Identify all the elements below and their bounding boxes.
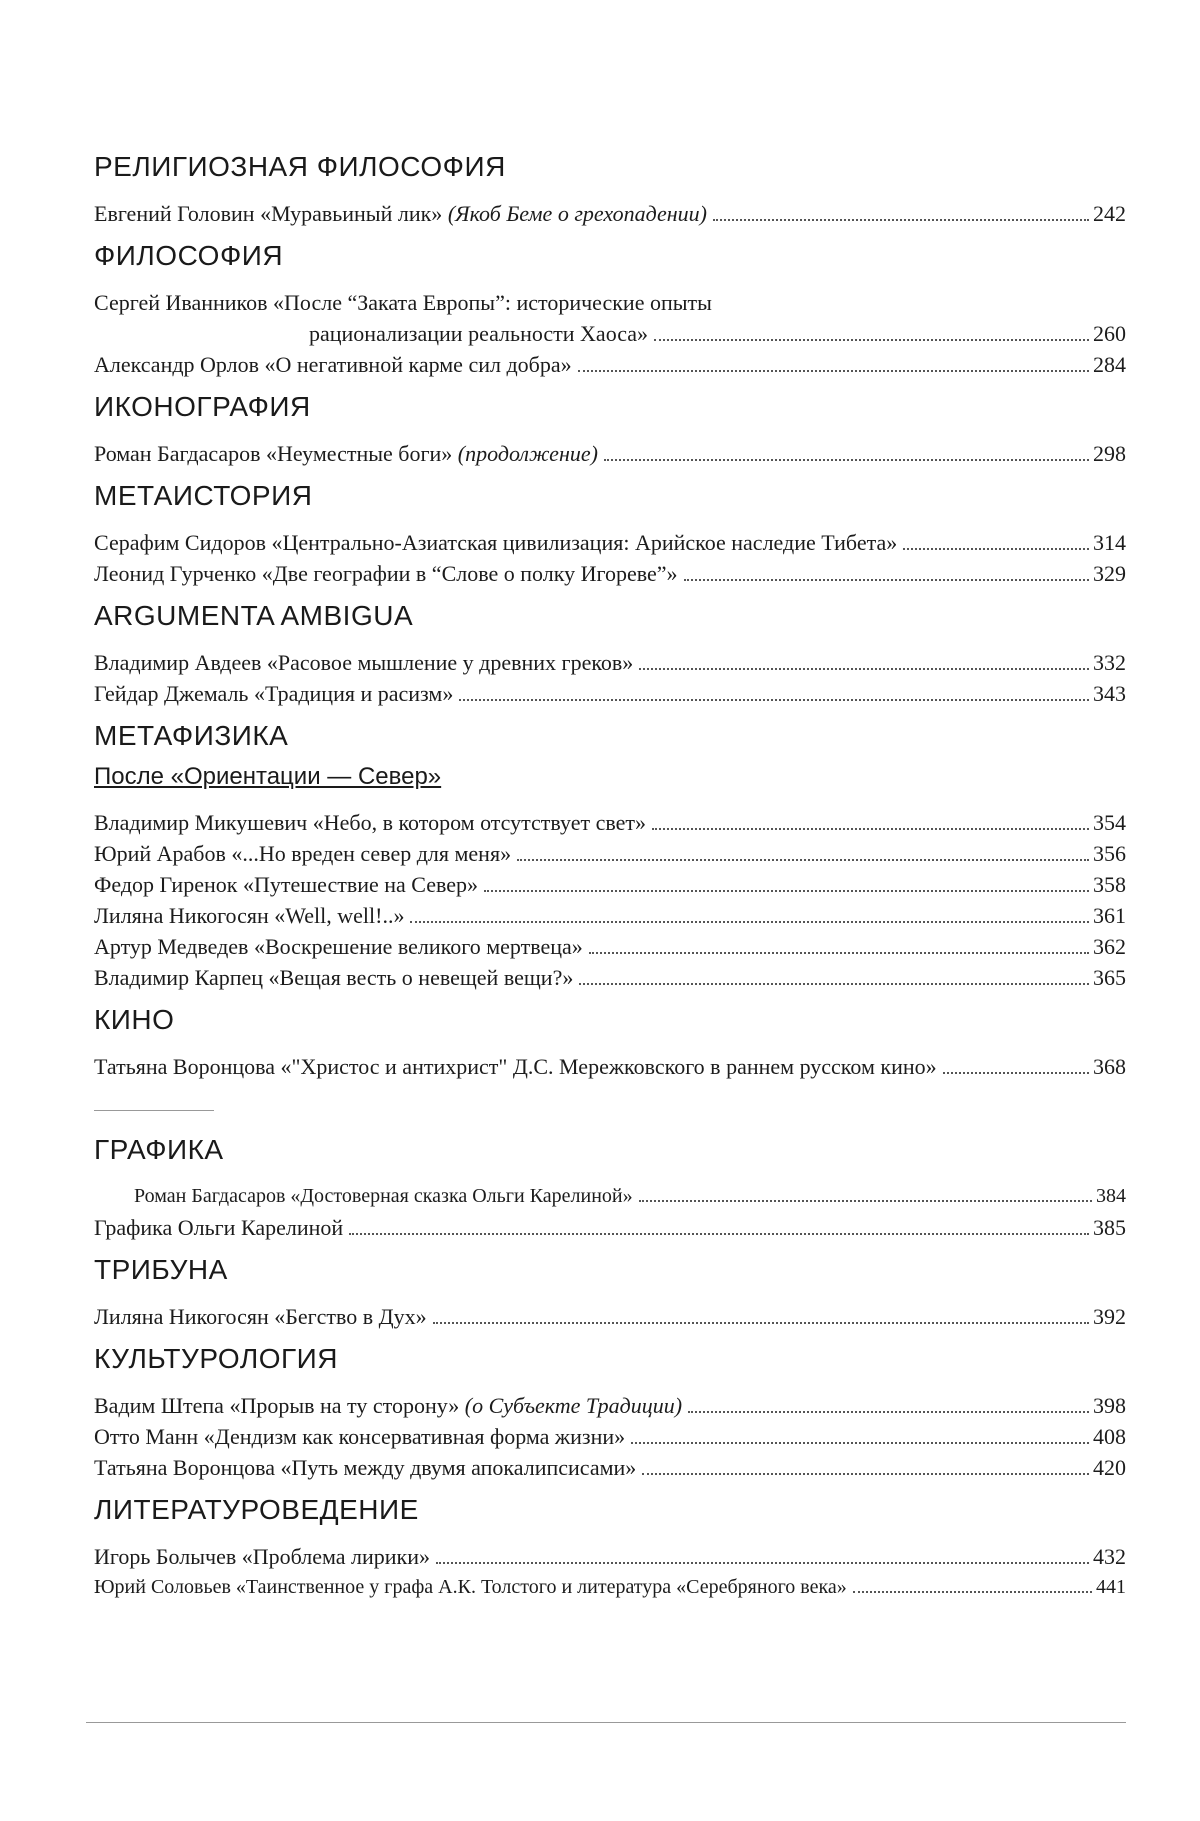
toc-entry[interactable] bbox=[94, 1051, 1126, 1082]
entry-list bbox=[94, 1301, 1126, 1332]
page-number: 356 bbox=[1093, 841, 1126, 866]
page-number: 284 bbox=[1093, 352, 1126, 377]
entry-author: Татьяна Воронцова bbox=[94, 1455, 275, 1480]
entry-list bbox=[94, 198, 1126, 229]
toc-entry[interactable] bbox=[94, 1572, 1126, 1603]
entry-author: Татьяна Воронцова bbox=[94, 1054, 275, 1079]
toc-section bbox=[94, 1493, 1126, 1603]
page-number: 332 bbox=[1093, 650, 1126, 675]
toc-section bbox=[94, 239, 1126, 380]
entry-work-title: «После “Заката Европы”: исторические опыты bbox=[267, 290, 712, 315]
page-number: 314 bbox=[1093, 530, 1126, 555]
dot-leader bbox=[654, 338, 1089, 341]
entry-author: Лиляна Никогосян bbox=[94, 1304, 269, 1329]
page-number: 432 bbox=[1093, 1544, 1126, 1569]
toc-entry[interactable] bbox=[94, 349, 1126, 380]
dot-leader bbox=[517, 858, 1089, 861]
entry-title bbox=[94, 647, 633, 678]
page-number: 298 bbox=[1093, 441, 1126, 466]
entry-list bbox=[94, 527, 1126, 589]
dot-leader bbox=[688, 1410, 1089, 1413]
entry-list bbox=[94, 807, 1126, 993]
toc-entry[interactable] bbox=[94, 900, 1126, 931]
entry-work-title: «Проблема лирики» bbox=[236, 1544, 431, 1569]
entry-list bbox=[94, 1390, 1126, 1483]
entry-title bbox=[94, 807, 646, 838]
entry-title bbox=[94, 962, 573, 993]
entry-author: Владимир Карпец bbox=[94, 965, 264, 990]
entry-author: Федор Гиренок bbox=[94, 872, 238, 897]
entry-work-title: «...Но вреден север для меня» bbox=[225, 841, 512, 866]
entry-author: Лиляна Никогосян bbox=[94, 903, 269, 928]
toc-entry[interactable] bbox=[94, 527, 1126, 558]
dot-leader bbox=[410, 920, 1089, 923]
toc-entry[interactable] bbox=[94, 962, 1126, 993]
entry-author: Вадим Штепа bbox=[94, 1393, 224, 1418]
section-heading: ФИЛОСОФИЯ bbox=[94, 240, 284, 271]
page-number: 354 bbox=[1093, 810, 1126, 835]
entry-title bbox=[94, 931, 583, 962]
section-heading: КИНО bbox=[94, 1004, 175, 1035]
entry-author: Леонид Гурченко bbox=[94, 561, 257, 586]
entry-title bbox=[94, 349, 572, 380]
page-number: 343 bbox=[1093, 681, 1126, 706]
toc-entry-continuation[interactable] bbox=[94, 318, 1126, 349]
entry-work-title: «Дендизм как консервативная форма жизни» bbox=[198, 1424, 626, 1449]
page-number: 385 bbox=[1093, 1215, 1126, 1240]
page-number: 260 bbox=[1093, 321, 1126, 346]
entry-author: Роман Багдасаров bbox=[94, 441, 261, 466]
toc-section bbox=[94, 1133, 1126, 1243]
dot-leader bbox=[433, 1321, 1089, 1324]
page-number: 408 bbox=[1093, 1424, 1126, 1449]
section-heading: КУЛЬТУРОЛОГИЯ bbox=[94, 1343, 339, 1374]
entry-title-continuation: рационализации реальности Хаоса» bbox=[309, 321, 649, 346]
dot-leader bbox=[684, 578, 1090, 581]
dot-leader bbox=[579, 982, 1089, 985]
section-heading: ЛИТЕРАТУРОВЕДЕНИЕ bbox=[94, 1494, 419, 1525]
page-number: 358 bbox=[1093, 872, 1126, 897]
section-heading: РЕЛИГИОЗНАЯ ФИЛОСОФИЯ bbox=[94, 151, 506, 182]
toc-entry[interactable] bbox=[94, 678, 1126, 709]
entry-author: Евгений Головин bbox=[94, 201, 255, 226]
entry-author: Сергей Иванников bbox=[94, 290, 268, 315]
toc-section bbox=[94, 1003, 1126, 1082]
entry-note: (Якоб Беме о грехопадении) bbox=[442, 201, 707, 226]
entry-title bbox=[94, 1301, 427, 1332]
entry-work-title: «Муравьиный лик» bbox=[254, 201, 443, 226]
toc-section bbox=[94, 1342, 1126, 1483]
entry-work-title: «О негативной карме сил добра» bbox=[259, 352, 572, 377]
entry-author: Александр Орлов bbox=[94, 352, 259, 377]
page-number: 329 bbox=[1093, 561, 1126, 586]
section-heading: ГРАФИКА bbox=[94, 1134, 224, 1165]
toc-entry[interactable] bbox=[94, 287, 1126, 318]
entry-note: (о Субъекте Традиции) bbox=[459, 1393, 683, 1418]
dot-leader bbox=[853, 1590, 1092, 1593]
entry-title bbox=[94, 1452, 636, 1483]
entry-work-title: «Традиция и расизм» bbox=[248, 681, 454, 706]
entry-author: Графика Ольги Карелиной bbox=[94, 1215, 344, 1240]
entry-list bbox=[94, 287, 1126, 380]
entry-work-title: «Таинственное у графа А.К. Толстого и литература «Серебряного века» bbox=[230, 1576, 847, 1598]
dot-leader bbox=[631, 1441, 1089, 1444]
entry-work-title: «Неуместные боги» bbox=[260, 441, 453, 466]
section-heading: ИКОНОГРАФИЯ bbox=[94, 391, 311, 422]
toc-section bbox=[94, 479, 1126, 589]
toc-entry[interactable] bbox=[94, 1421, 1126, 1452]
entry-work-title: «Расовое мышление у древних греков» bbox=[261, 650, 634, 675]
section-divider bbox=[94, 1110, 214, 1111]
toc-entry[interactable] bbox=[94, 931, 1126, 962]
entry-list bbox=[94, 1051, 1126, 1082]
entry-list bbox=[94, 647, 1126, 709]
toc-entry[interactable] bbox=[94, 1452, 1126, 1483]
toc-entry[interactable] bbox=[94, 807, 1126, 838]
toc-entry[interactable] bbox=[94, 1541, 1126, 1572]
entry-work-title: «Достоверная сказка Ольги Карелиной» bbox=[285, 1185, 633, 1207]
dot-leader bbox=[639, 667, 1089, 670]
entry-title bbox=[134, 1181, 633, 1212]
page-number: 384 bbox=[1096, 1185, 1126, 1207]
table-of-contents bbox=[94, 150, 1126, 1613]
entry-title bbox=[94, 838, 511, 869]
page-number: 441 bbox=[1096, 1576, 1126, 1598]
page-number: 398 bbox=[1093, 1393, 1126, 1418]
entry-title bbox=[94, 558, 678, 589]
section-heading: ARGUMENTA AMBIGUA bbox=[94, 600, 414, 631]
entry-work-title: «Центрально-Азиатская цивилизация: Арийское наследие Тибета» bbox=[265, 530, 898, 555]
entry-list bbox=[94, 1181, 1126, 1243]
dot-leader bbox=[349, 1232, 1089, 1235]
entry-work-title: «Прорыв на ту сторону» bbox=[223, 1393, 460, 1418]
entry-author: Владимир Авдеев bbox=[94, 650, 262, 675]
entry-author: Отто Манн bbox=[94, 1424, 199, 1449]
section-heading: ТРИБУНА bbox=[94, 1254, 228, 1285]
dot-leader bbox=[484, 889, 1089, 892]
entry-work-title: «Бегство в Дух» bbox=[268, 1304, 427, 1329]
entry-author: Игорь Болычев bbox=[94, 1544, 237, 1569]
entry-title bbox=[94, 900, 404, 931]
entry-work-title: «Путь между двумя апокалипсисами» bbox=[274, 1455, 637, 1480]
toc-section bbox=[94, 1253, 1126, 1332]
entry-author: Артур Медведев bbox=[94, 934, 249, 959]
section-heading: МЕТАИСТОРИЯ bbox=[94, 480, 313, 511]
toc-entry[interactable] bbox=[94, 198, 1126, 229]
page-number: 420 bbox=[1093, 1455, 1126, 1480]
toc-entry[interactable] bbox=[94, 1212, 1126, 1243]
page-number: 365 bbox=[1093, 965, 1126, 990]
toc-section bbox=[94, 719, 1126, 993]
dot-leader bbox=[639, 1199, 1092, 1202]
toc-entry[interactable] bbox=[94, 647, 1126, 678]
entry-work-title: «Небо, в котором отсутствует свет» bbox=[307, 810, 647, 835]
entry-author: Гейдар Джемаль bbox=[94, 681, 249, 706]
entry-work-title: «Две географии в “Слове о полку Игореве”» bbox=[256, 561, 678, 586]
entry-work-title: «"Христос и антихрист" Д.С. Мережковского в раннем русском кино» bbox=[274, 1054, 937, 1079]
entry-work-title: «Воскрешение великого мертвеца» bbox=[248, 934, 583, 959]
entry-title bbox=[94, 1390, 682, 1421]
entry-title bbox=[94, 678, 453, 709]
entry-work-title: «Well, well!..» bbox=[268, 903, 405, 928]
toc-entry[interactable] bbox=[94, 1301, 1126, 1332]
toc-entry[interactable] bbox=[94, 1181, 1126, 1212]
dot-leader bbox=[713, 218, 1089, 221]
toc-entry[interactable] bbox=[94, 838, 1126, 869]
dot-leader bbox=[589, 951, 1089, 954]
entry-title bbox=[94, 1051, 937, 1082]
toc-entry[interactable] bbox=[94, 869, 1126, 900]
entry-author: Роман Багдасаров bbox=[134, 1185, 286, 1207]
section-subheading: После «Ориентации — Север» bbox=[94, 763, 442, 790]
dot-leader bbox=[436, 1561, 1089, 1564]
dot-leader bbox=[642, 1472, 1089, 1475]
toc-section bbox=[94, 150, 1126, 229]
page-number: 362 bbox=[1093, 934, 1126, 959]
entry-title bbox=[94, 1572, 847, 1603]
entry-title bbox=[94, 287, 712, 318]
dot-leader bbox=[943, 1071, 1089, 1074]
page-number: 361 bbox=[1093, 903, 1126, 928]
entry-title bbox=[94, 1541, 430, 1572]
entry-title bbox=[94, 527, 897, 558]
entry-list bbox=[94, 438, 1126, 469]
entry-note: (продолжение) bbox=[452, 441, 598, 466]
entry-title bbox=[94, 198, 707, 229]
dot-leader bbox=[903, 547, 1089, 550]
section-heading: МЕТАФИЗИКА bbox=[94, 720, 289, 751]
entry-author: Юрий Соловьев bbox=[94, 1576, 231, 1598]
page-number: 242 bbox=[1093, 201, 1126, 226]
toc-entry[interactable] bbox=[94, 438, 1126, 469]
entry-title bbox=[94, 1421, 625, 1452]
entry-author: Серафим Сидоров bbox=[94, 530, 266, 555]
page-number: 368 bbox=[1093, 1054, 1126, 1079]
entry-author: Юрий Арабов bbox=[94, 841, 226, 866]
entry-title bbox=[94, 1212, 343, 1243]
entry-work-title: «Путешествие на Север» bbox=[237, 872, 479, 897]
toc-entry[interactable] bbox=[94, 1390, 1126, 1421]
toc-entry[interactable] bbox=[94, 558, 1126, 589]
page-number: 392 bbox=[1093, 1304, 1126, 1329]
toc-section bbox=[94, 599, 1126, 709]
entry-list bbox=[94, 1541, 1126, 1603]
dot-leader bbox=[604, 458, 1089, 461]
entry-title bbox=[94, 438, 598, 469]
bottom-rule bbox=[86, 1722, 1126, 1723]
dot-leader bbox=[578, 369, 1089, 372]
dot-leader bbox=[459, 698, 1089, 701]
entry-title bbox=[94, 869, 478, 900]
toc-section bbox=[94, 390, 1126, 469]
entry-author: Владимир Микушевич bbox=[94, 810, 308, 835]
entry-work-title: «Вещая весть о невещей вещи?» bbox=[263, 965, 574, 990]
dot-leader bbox=[652, 827, 1089, 830]
